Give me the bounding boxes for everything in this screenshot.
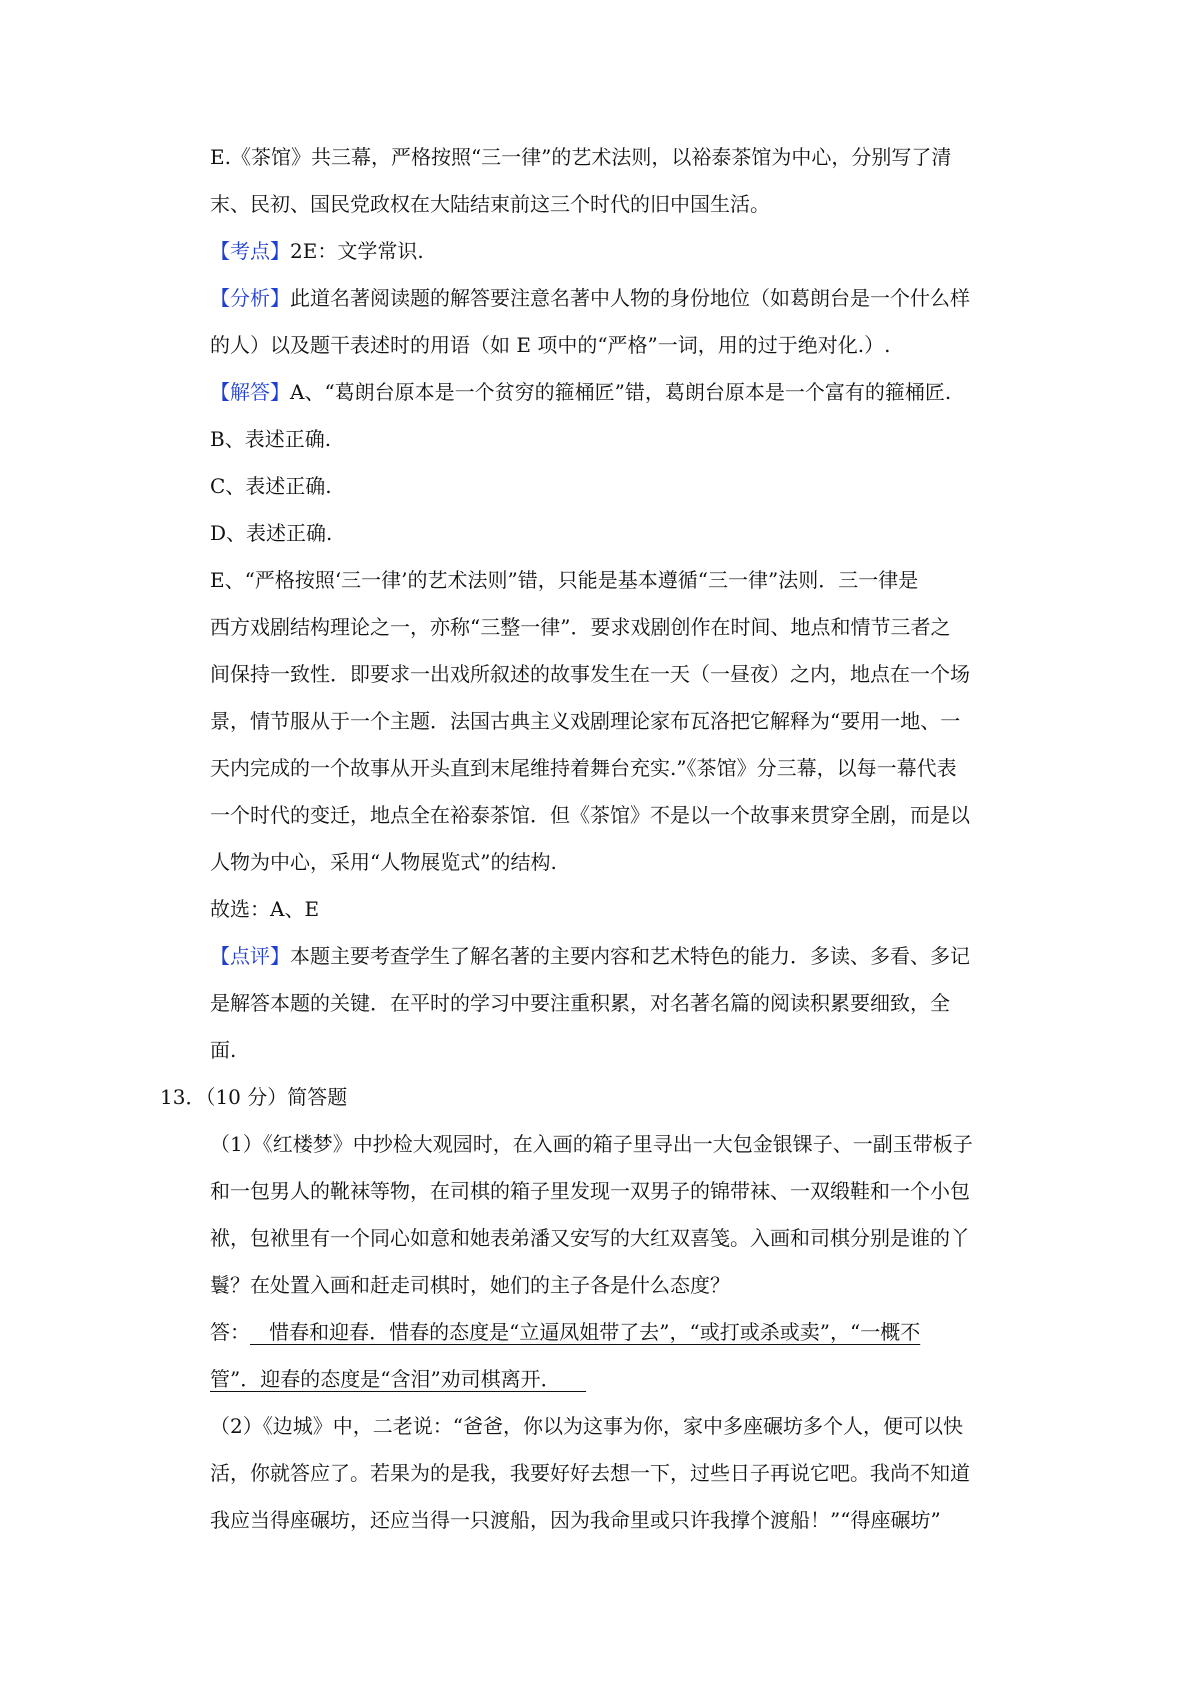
- text-line: [210, 801, 970, 829]
- line-text: C、表述正确.: [210, 474, 332, 498]
- line-text: 此道名著阅读题的解答要注意名著中人物的身份地位（如葛朗台是一个什么样: [290, 286, 970, 310]
- line-text: E.《茶馆》共三幕，严格按照“三一律”的艺术法则，以裕泰茶馆为中心，分别写了清: [210, 145, 952, 169]
- line-text: B、表述正确.: [210, 427, 332, 451]
- text-line: [210, 566, 918, 594]
- section-tag: 【分析】: [210, 286, 290, 310]
- line-text: 鬟？在处置入画和赶走司棋时，她们的主子各是什么态度？: [210, 1273, 730, 1297]
- section-tag: 【点评】: [210, 944, 290, 968]
- text-line: [210, 1224, 970, 1252]
- text-line: [210, 1412, 963, 1440]
- line-text: A、“葛朗台原本是一个贫穷的箍桶匠”错，葛朗台原本是一个富有的箍桶匠.: [290, 380, 952, 404]
- answer-line: [210, 1318, 920, 1346]
- text-line: [210, 707, 960, 735]
- line-text: 的人）以及题干表述时的用语（如 E 项中的“严格”一词，用的过于绝对化.）.: [210, 333, 891, 357]
- line-text: 天内完成的一个故事从开头直到末尾维持着舞台充实.”《茶馆》分三幕，以每一幕代表: [210, 756, 957, 780]
- text-line: [210, 1459, 970, 1487]
- text-line: [210, 472, 332, 500]
- line-text: （1）《红楼梦》中抄检大观园时，在入画的箱子里寻出一大包金银锞子、一副玉带板子: [210, 1132, 973, 1156]
- line-text: 西方戏剧结构理论之一，亦称“三整一律”．要求戏剧创作在时间、地点和情节三者之: [210, 615, 951, 639]
- text-line: [210, 989, 950, 1017]
- section-tag: 【解答】: [210, 380, 290, 404]
- text-line: [210, 1036, 236, 1064]
- text-line: [210, 895, 319, 923]
- line-text: E、“严格按照‘三一律’的艺术法则”错，只能是基本遵循“三一律”法则．三一律是: [210, 568, 919, 592]
- text-line: [210, 331, 890, 359]
- text-line: [210, 425, 331, 453]
- line-text: 末、民初、国民党政权在大陆结束前这三个时代的旧中国生活。: [210, 192, 770, 216]
- text-line: [210, 848, 557, 876]
- line-text: 我应当得座碾坊，还应当得一只渡船，因为我命里或只许我撑个渡船！”“得座碾坊”: [210, 1508, 941, 1532]
- line-text: 人物为中心，采用“人物展览式”的结构.: [210, 850, 557, 874]
- line-text: 本题主要考查学生了解名著的主要内容和艺术特色的能力．多读、多看、多记: [290, 944, 970, 968]
- answer-text: 管”．迎春的态度是“含泪”劝司棋离开．: [210, 1367, 587, 1391]
- text-line: [210, 1177, 970, 1205]
- text-line: [210, 1506, 941, 1534]
- fenxi-line: [210, 284, 970, 312]
- answer-line: [210, 1365, 586, 1393]
- question-heading: [160, 1083, 347, 1111]
- line-text: 间保持一致性．即要求一出戏所叙述的故事发生在一天（一昼夜）之内，地点在一个场: [210, 662, 970, 686]
- text-line: [210, 754, 957, 782]
- text-line: [210, 660, 970, 688]
- text-line: [210, 1271, 730, 1299]
- line-text: D、表述正确.: [210, 521, 333, 545]
- dianping-line: [210, 942, 970, 970]
- text-line: [210, 1130, 973, 1158]
- text-line: [210, 143, 951, 171]
- section-tag: 【考点】: [210, 239, 290, 263]
- line-text: （2）《边城》中，二老说：“爸爸，你以为这事为你，家中多座碾坊多个人，便可以快: [210, 1414, 963, 1438]
- line-text: 2E：文学常识.: [290, 239, 424, 263]
- line-text: 一个时代的变迁，地点全在裕泰茶馆．但《茶馆》不是以一个故事来贯穿全剧，而是以: [210, 803, 970, 827]
- line-text: 活，你就答应了。若果为的是我，我要好好去想一下，过些日子再说它吧。我尚不知道: [210, 1461, 970, 1485]
- line-text: 故选：A、E: [210, 897, 320, 921]
- line-text: 和一包男人的靴袜等物，在司棋的箱子里发现一双男子的锦带袜、一双缎鞋和一个小包: [210, 1179, 970, 1203]
- text-line: [210, 613, 950, 641]
- line-text: 景，情节服从于一个主题．法国古典主义戏剧理论家布瓦洛把它解释为“要用一地、一: [210, 709, 961, 733]
- text-line: [210, 519, 332, 547]
- line-text: 面.: [210, 1038, 237, 1062]
- line-text: 13．（10 分）简答题: [160, 1085, 348, 1109]
- answer-prefix: 答：: [210, 1320, 250, 1344]
- kaodian-line: [210, 237, 424, 265]
- answer-text: 惜春和迎春．惜春的态度是“立逼凤姐带了去”，“或打或杀或卖”，“一概不: [250, 1320, 921, 1344]
- line-text: 是解答本题的关键．在平时的学习中要注重积累，对名著名篇的阅读积累要细致，全: [210, 991, 950, 1015]
- text-line: [210, 190, 770, 218]
- jieda-line: [210, 378, 951, 406]
- line-text: 袱，包袱里有一个同心如意和她表弟潘又安写的大红双喜笺。入画和司棋分别是谁的丫: [210, 1226, 970, 1250]
